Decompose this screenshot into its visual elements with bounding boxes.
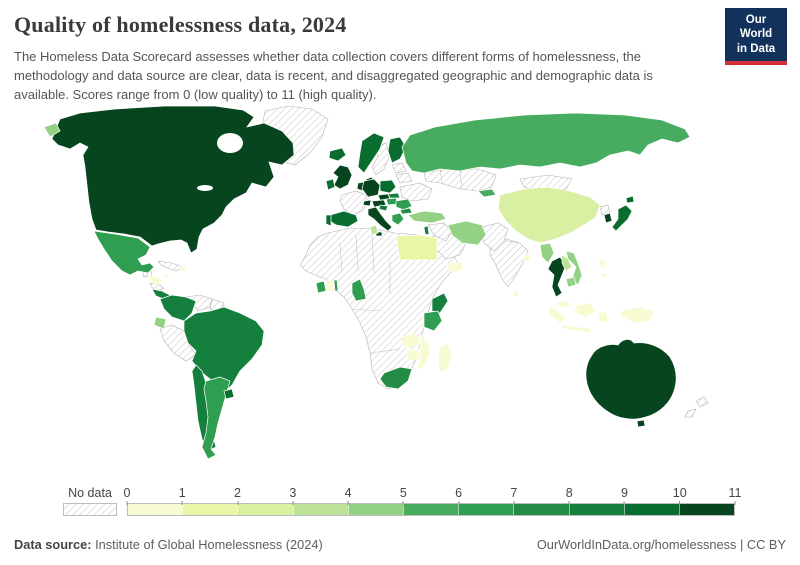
legend-segment[interactable]: [513, 504, 568, 515]
country-uruguay[interactable]: [224, 389, 234, 399]
legend-segment[interactable]: [128, 504, 182, 515]
legend-color-bar: [127, 503, 735, 516]
country-kenya[interactable]: [432, 293, 448, 313]
country-turkey[interactable]: [408, 211, 446, 223]
legend-segment[interactable]: [624, 504, 679, 515]
great-lakes: [197, 185, 213, 191]
legend-tick-label: 7: [510, 486, 517, 505]
country-australia[interactable]: [586, 339, 676, 427]
legend-tick-label: 2: [234, 486, 241, 505]
legend-tick-label: 10: [673, 486, 687, 505]
legend-segment[interactable]: [182, 504, 237, 515]
country-china[interactable]: [498, 187, 600, 243]
legend-tick-label: 5: [400, 486, 407, 505]
country-bangladesh[interactable]: [523, 254, 530, 261]
country-iceland[interactable]: [329, 148, 346, 161]
legend-tick-label: 6: [455, 486, 462, 505]
legend-tick-label: 8: [566, 486, 573, 505]
country-russia[interactable]: [402, 113, 690, 173]
country-united-kingdom[interactable]: [333, 165, 352, 189]
owid-logo-accent: [725, 61, 787, 65]
legend-tick-label: 11: [729, 486, 742, 505]
legend-tick-label: 0: [124, 486, 131, 505]
legend-tick-label: 4: [345, 486, 352, 505]
country-dominican-republic[interactable]: [180, 267, 186, 271]
world-map[interactable]: [0, 103, 800, 485]
country-croatia[interactable]: [379, 205, 388, 211]
legend-segment[interactable]: [293, 504, 348, 515]
no-data-label: No data: [68, 486, 112, 500]
chart-footer: [14, 537, 786, 552]
country-zimbabwe[interactable]: [406, 349, 420, 361]
country-ireland[interactable]: [326, 179, 335, 190]
country-poland[interactable]: [380, 180, 396, 193]
country-ecuador[interactable]: [154, 317, 166, 329]
country-togo[interactable]: [334, 280, 338, 291]
owid-logo-text: Our World in Data: [725, 8, 787, 61]
owid-logo[interactable]: [725, 8, 787, 65]
country-ukraine[interactable]: [400, 183, 432, 201]
legend-tick-label: 3: [289, 486, 296, 505]
legend-segment[interactable]: [403, 504, 458, 515]
country-cote-divoire[interactable]: [316, 281, 326, 293]
country-egypt[interactable]: [396, 235, 437, 260]
legend-segment[interactable]: [569, 504, 624, 515]
country-greece[interactable]: [392, 213, 404, 225]
chart-subtitle: The Homeless Data Scorecard assesses whether data collection covers different forms of homelessness, the methodology and data source are clear, data is recent, and disaggregated geographic and demographic data is available. Scores range from 0 (low quality) to 11 (high quality).: [14, 49, 653, 102]
country-south-korea[interactable]: [604, 213, 612, 223]
country-new-guinea[interactable]: [620, 307, 654, 323]
legend-segment[interactable]: [679, 504, 734, 515]
legend-segment[interactable]: [237, 504, 292, 515]
country-israel[interactable]: [424, 226, 429, 235]
country-myanmar[interactable]: [540, 243, 554, 263]
license-link[interactable]: OurWorldInData.org/homelessness | CC BY: [536, 537, 786, 552]
country-japan[interactable]: [612, 196, 634, 231]
country-slovakia[interactable]: [388, 193, 400, 198]
country-portugal[interactable]: [326, 215, 331, 226]
legend-tick-labels: [123, 486, 742, 503]
country-belarus[interactable]: [396, 173, 412, 183]
legend-tick-label: 1: [179, 486, 186, 505]
country-new-zealand[interactable]: [685, 397, 708, 417]
country-baltics[interactable]: [392, 163, 406, 173]
country-philippines[interactable]: [598, 259, 607, 277]
data-source-text: Institute of Global Homelessness (2024): [91, 537, 323, 552]
legend-segment[interactable]: [458, 504, 513, 515]
map-legend: [0, 486, 800, 522]
country-cuba[interactable]: [158, 261, 182, 271]
hudson-bay: [217, 133, 243, 153]
data-source: [14, 537, 323, 552]
country-usa-canada[interactable]: [52, 106, 294, 253]
country-tanzania[interactable]: [424, 311, 442, 331]
data-source-label: Data source:: [14, 537, 92, 552]
legend-tick-label: 9: [621, 486, 628, 505]
country-switzerland[interactable]: [363, 200, 371, 206]
no-data-swatch[interactable]: [63, 503, 117, 516]
chart-title: Quality of homelessness data, 2024: [14, 12, 347, 37]
country-cambodia[interactable]: [566, 277, 576, 287]
country-sri-lanka[interactable]: [514, 290, 519, 297]
country-madagascar[interactable]: [438, 343, 452, 373]
country-jamaica[interactable]: [163, 275, 168, 278]
legend-segment[interactable]: [348, 504, 403, 515]
